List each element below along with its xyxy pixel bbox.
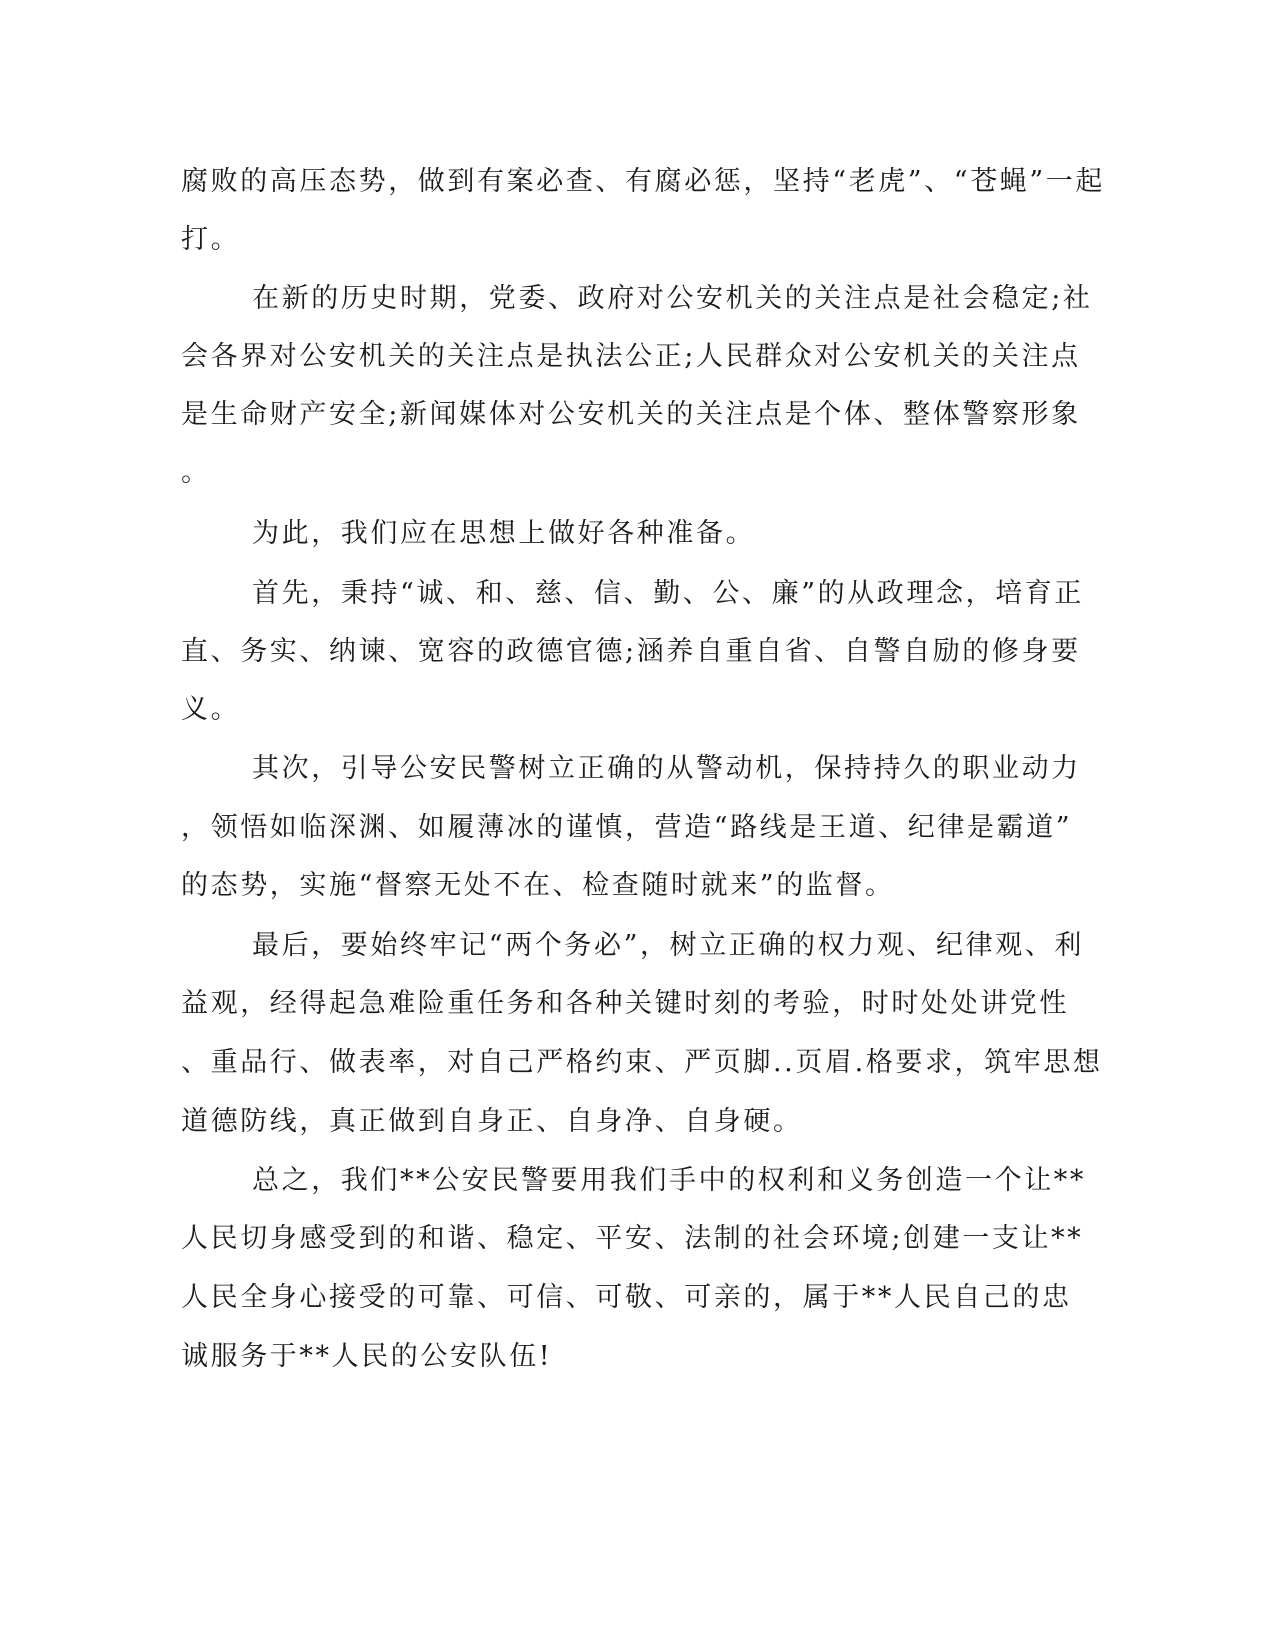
paragraph-start: 最后，要始终牢记“两个务必”，树立正确的权力观、纪律观、利 [252,930,1085,961]
paragraph-start: 首先，秉持“诚、和、慈、信、勤、公、廉”的从政理念，培育正 [252,578,1085,609]
text-line: 打。 [181,224,241,255]
text-line: 腐败的高压态势，做到有案必查、有腐必惩，坚持“老虎”、“苍蝇”一起 [181,166,1106,197]
paragraph-start: 其次，引导公安民警树立正确的从警动机，保持持久的职业动力 [252,753,1081,784]
paragraph-start: 总之，我们**公安民警要用我们手中的权利和义务创造一个让** [252,1165,1086,1196]
text-line: ，领悟如临深渊、如履薄冰的谨慎，营造“路线是王道、纪律是霸道” [181,812,1073,843]
text-line: 诚服务于**人民的公安队伍! [181,1341,553,1372]
text-line: 。 [181,457,211,488]
text-line: 人民切身感受到的和谐、稳定、平安、法制的社会环境;创建一支让** [181,1223,1084,1254]
paragraph-start: 在新的历史时期，党委、政府对公安机关的关注点是社会稳定;社 [252,283,1093,314]
text-line: 益观，经得起急难险重任务和各种关键时刻的考验，时时处处讲党性 [181,988,1069,1019]
text-line: 会各界对公安机关的关注点是执法公正;人民群众对公安机关的关注点 [181,341,1081,372]
text-line: 义。 [181,694,241,725]
text-line: 人民全身心接受的可靠、可信、可敬、可亲的，属于**人民自己的忠 [181,1282,1072,1313]
text-line: 、重品行、做表率，对自己严格约束、严页脚..页眉.格要求，筑牢思想 [181,1047,1103,1078]
text-line: 是生命财产安全;新闻媒体对公安机关的关注点是个体、整体警察形象 [181,399,1081,430]
paragraph-start: 为此，我们应在思想上做好各种准备。 [252,518,756,549]
text-line: 的态势，实施“督察无处不在、检查随时就来”的监督。 [181,870,895,901]
text-line: 道德防线，真正做到自身正、自身净、自身硬。 [181,1106,803,1137]
text-line: 直、务实、纳谏、宽容的政德官德;涵养自重自省、自警自励的修身要 [181,636,1081,667]
